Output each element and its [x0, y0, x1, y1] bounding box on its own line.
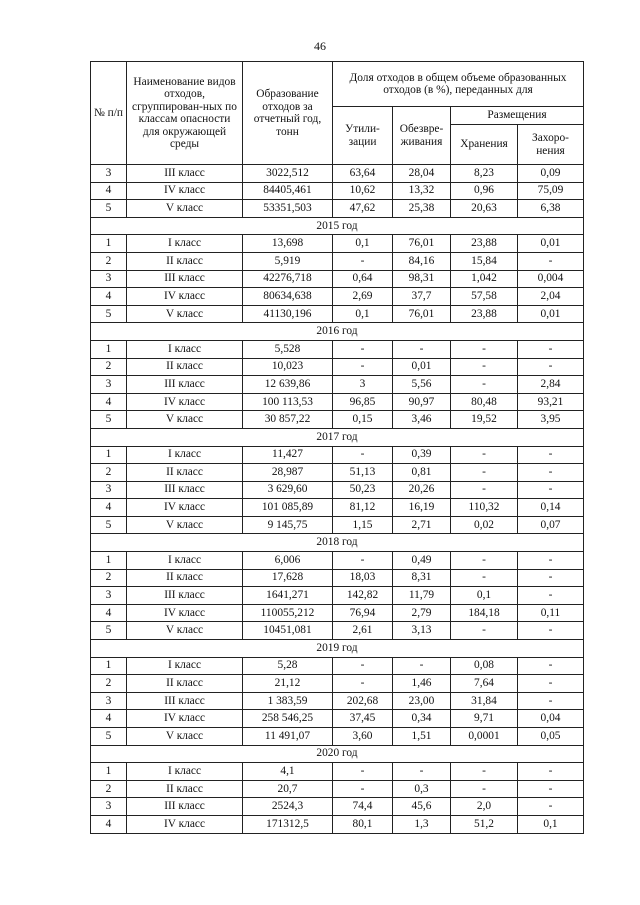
row-number: 3	[91, 798, 127, 816]
formed-value: 171312,5	[243, 815, 333, 833]
utilization-value: 3,60	[333, 728, 393, 746]
row-number: 5	[91, 728, 127, 746]
neutralization-value: 1,51	[393, 728, 451, 746]
neutralization-value: 5,56	[393, 376, 451, 394]
burial-value: 0,05	[518, 728, 584, 746]
utilization-value: -	[333, 657, 393, 675]
formed-value: 1641,271	[243, 587, 333, 605]
burial-value: 2,84	[518, 376, 584, 394]
neutralization-value: 20,26	[393, 481, 451, 499]
waste-class: IV класс	[127, 288, 243, 306]
utilization-value: 0,1	[333, 305, 393, 323]
header-neutralization: Обезвре-живания	[393, 107, 451, 165]
utilization-value: 47,62	[333, 200, 393, 218]
utilization-value: 50,23	[333, 481, 393, 499]
waste-class: V класс	[127, 516, 243, 534]
row-number: 2	[91, 569, 127, 587]
formed-value: 11,427	[243, 446, 333, 464]
table-row	[91, 393, 584, 411]
utilization-value: 0,64	[333, 270, 393, 288]
table-row	[91, 710, 584, 728]
row-number: 5	[91, 305, 127, 323]
table-body	[91, 165, 584, 834]
waste-class: V класс	[127, 305, 243, 323]
table-row	[91, 252, 584, 270]
neutralization-value: 0,34	[393, 710, 451, 728]
table-row	[91, 604, 584, 622]
row-number: 5	[91, 200, 127, 218]
row-number: 2	[91, 358, 127, 376]
waste-class: I класс	[127, 657, 243, 675]
formed-value: 4,1	[243, 763, 333, 781]
waste-class: III класс	[127, 587, 243, 605]
table-row	[91, 340, 584, 358]
waste-class: II класс	[127, 252, 243, 270]
storage-value: -	[451, 622, 518, 640]
waste-class: III класс	[127, 270, 243, 288]
burial-value: 0,09	[518, 165, 584, 183]
table-row	[91, 815, 584, 833]
waste-class: IV класс	[127, 499, 243, 517]
formed-value: 17,628	[243, 569, 333, 587]
neutralization-value: 84,16	[393, 252, 451, 270]
formed-value: 110055,212	[243, 604, 333, 622]
neutralization-value: 3,46	[393, 411, 451, 429]
neutralization-value: 0,81	[393, 464, 451, 482]
storage-value: 20,63	[451, 200, 518, 218]
utilization-value: -	[333, 675, 393, 693]
table-row	[91, 481, 584, 499]
burial-value: -	[518, 657, 584, 675]
burial-value: 0,1	[518, 815, 584, 833]
formed-value: 42276,718	[243, 270, 333, 288]
burial-value: 0,04	[518, 710, 584, 728]
storage-value: -	[451, 780, 518, 798]
neutralization-value: 0,39	[393, 446, 451, 464]
neutralization-value: -	[393, 657, 451, 675]
row-number: 3	[91, 692, 127, 710]
utilization-value: -	[333, 252, 393, 270]
burial-value: -	[518, 552, 584, 570]
row-number: 4	[91, 499, 127, 517]
burial-value: -	[518, 622, 584, 640]
header-utilization: Утили-зации	[333, 107, 393, 165]
utilization-value: -	[333, 446, 393, 464]
table-header	[91, 62, 584, 165]
year-label: 2019 год	[91, 640, 584, 658]
formed-value: 6,006	[243, 552, 333, 570]
neutralization-value: 98,31	[393, 270, 451, 288]
formed-value: 5,528	[243, 340, 333, 358]
year-label: 2016 год	[91, 323, 584, 341]
table-row	[91, 499, 584, 517]
neutralization-value: 23,00	[393, 692, 451, 710]
storage-value: 57,58	[451, 288, 518, 306]
formed-value: 80634,638	[243, 288, 333, 306]
table-row	[91, 587, 584, 605]
table-row	[91, 446, 584, 464]
formed-value: 1 383,59	[243, 692, 333, 710]
formed-value: 12 639,86	[243, 376, 333, 394]
storage-value: -	[451, 358, 518, 376]
header-storage: Хранения	[451, 125, 518, 165]
neutralization-value: 76,01	[393, 235, 451, 253]
waste-class: I класс	[127, 235, 243, 253]
table-row	[91, 763, 584, 781]
neutralization-value: 2,79	[393, 604, 451, 622]
waste-class: III класс	[127, 481, 243, 499]
neutralization-value: 0,3	[393, 780, 451, 798]
formed-value: 5,919	[243, 252, 333, 270]
waste-class: I класс	[127, 446, 243, 464]
row-number: 3	[91, 376, 127, 394]
waste-class: II класс	[127, 569, 243, 587]
waste-class: III класс	[127, 798, 243, 816]
utilization-value: 63,64	[333, 165, 393, 183]
utilization-value: -	[333, 780, 393, 798]
waste-class: II класс	[127, 358, 243, 376]
year-label: 2017 год	[91, 428, 584, 446]
storage-value: -	[451, 552, 518, 570]
formed-value: 3022,512	[243, 165, 333, 183]
burial-value: 0,004	[518, 270, 584, 288]
neutralization-value: 1,3	[393, 815, 451, 833]
burial-value: -	[518, 798, 584, 816]
waste-class: V класс	[127, 200, 243, 218]
burial-value: -	[518, 692, 584, 710]
storage-value: 2,0	[451, 798, 518, 816]
burial-value: 2,04	[518, 288, 584, 306]
storage-value: 0,1	[451, 587, 518, 605]
header-burial: Захоро-нения	[518, 125, 584, 165]
storage-value: 80,48	[451, 393, 518, 411]
utilization-value: 96,85	[333, 393, 393, 411]
neutralization-value: 45,6	[393, 798, 451, 816]
utilization-value: -	[333, 340, 393, 358]
table-row	[91, 516, 584, 534]
burial-value: -	[518, 569, 584, 587]
storage-value: -	[451, 569, 518, 587]
utilization-value: 1,15	[333, 516, 393, 534]
storage-value: 23,88	[451, 235, 518, 253]
table-row	[91, 780, 584, 798]
burial-value: -	[518, 780, 584, 798]
waste-class: IV класс	[127, 393, 243, 411]
neutralization-value: 0,01	[393, 358, 451, 376]
utilization-value: 142,82	[333, 587, 393, 605]
neutralization-value: 76,01	[393, 305, 451, 323]
neutralization-value: 3,13	[393, 622, 451, 640]
year-row	[91, 323, 584, 341]
table-row	[91, 200, 584, 218]
burial-value: -	[518, 358, 584, 376]
table-row	[91, 270, 584, 288]
header-formed: Образование отходов за отчетный год, тонн	[243, 62, 333, 165]
row-number: 1	[91, 657, 127, 675]
year-row	[91, 534, 584, 552]
neutralization-value: 25,38	[393, 200, 451, 218]
utilization-value: 3	[333, 376, 393, 394]
row-number: 3	[91, 481, 127, 499]
storage-value: 0,96	[451, 182, 518, 200]
table-row	[91, 569, 584, 587]
table-row	[91, 552, 584, 570]
table-row	[91, 798, 584, 816]
table-row	[91, 464, 584, 482]
storage-value: -	[451, 446, 518, 464]
row-number: 2	[91, 252, 127, 270]
burial-value: 75,09	[518, 182, 584, 200]
waste-class: V класс	[127, 728, 243, 746]
neutralization-value: 28,04	[393, 165, 451, 183]
row-number: 4	[91, 710, 127, 728]
waste-class: IV класс	[127, 815, 243, 833]
neutralization-value: 90,97	[393, 393, 451, 411]
storage-value: 0,0001	[451, 728, 518, 746]
utilization-value: -	[333, 552, 393, 570]
storage-value: 8,23	[451, 165, 518, 183]
row-number: 4	[91, 604, 127, 622]
table-row	[91, 692, 584, 710]
storage-value: 15,84	[451, 252, 518, 270]
formed-value: 13,698	[243, 235, 333, 253]
utilization-value: -	[333, 763, 393, 781]
storage-value: 1,042	[451, 270, 518, 288]
storage-value: 0,08	[451, 657, 518, 675]
table-row	[91, 657, 584, 675]
table-row	[91, 376, 584, 394]
waste-class: IV класс	[127, 710, 243, 728]
row-number: 5	[91, 622, 127, 640]
header-placement: Размещения	[451, 107, 584, 125]
neutralization-value: 2,71	[393, 516, 451, 534]
utilization-value: 0,15	[333, 411, 393, 429]
formed-value: 84405,461	[243, 182, 333, 200]
table-row	[91, 622, 584, 640]
burial-value: 0,14	[518, 499, 584, 517]
row-number: 5	[91, 516, 127, 534]
burial-value: -	[518, 252, 584, 270]
neutralization-value: 13,32	[393, 182, 451, 200]
neutralization-value: 11,79	[393, 587, 451, 605]
formed-value: 101 085,89	[243, 499, 333, 517]
row-number: 2	[91, 675, 127, 693]
formed-value: 100 113,53	[243, 393, 333, 411]
row-number: 1	[91, 552, 127, 570]
row-number: 1	[91, 340, 127, 358]
year-row	[91, 217, 584, 235]
row-number: 4	[91, 288, 127, 306]
waste-class: IV класс	[127, 604, 243, 622]
storage-value: 184,18	[451, 604, 518, 622]
storage-value: 7,64	[451, 675, 518, 693]
waste-class: V класс	[127, 622, 243, 640]
burial-value: -	[518, 340, 584, 358]
utilization-value: -	[333, 358, 393, 376]
burial-value: 0,01	[518, 235, 584, 253]
waste-class: I класс	[127, 552, 243, 570]
storage-value: 110,32	[451, 499, 518, 517]
table-row	[91, 182, 584, 200]
utilization-value: 2,61	[333, 622, 393, 640]
row-number: 3	[91, 165, 127, 183]
neutralization-value: 1,46	[393, 675, 451, 693]
utilization-value: 202,68	[333, 692, 393, 710]
burial-value: 3,95	[518, 411, 584, 429]
storage-value: 23,88	[451, 305, 518, 323]
burial-value: 0,01	[518, 305, 584, 323]
neutralization-value: -	[393, 763, 451, 781]
year-row	[91, 745, 584, 763]
header-name: Наименование видов отходов, сгруппирован-ных по классам опасности для окружающей среды	[127, 62, 243, 165]
storage-value: 9,71	[451, 710, 518, 728]
row-number: 1	[91, 763, 127, 781]
neutralization-value: 16,19	[393, 499, 451, 517]
header-num: № п/п	[91, 62, 127, 165]
utilization-value: 80,1	[333, 815, 393, 833]
year-row	[91, 428, 584, 446]
page-number: 46	[314, 39, 326, 53]
table-row	[91, 675, 584, 693]
waste-class: III класс	[127, 165, 243, 183]
row-number: 1	[91, 235, 127, 253]
utilization-value: 37,45	[333, 710, 393, 728]
utilization-value: 74,4	[333, 798, 393, 816]
storage-value: -	[451, 481, 518, 499]
formed-value: 11 491,07	[243, 728, 333, 746]
burial-value: -	[518, 446, 584, 464]
waste-class: II класс	[127, 780, 243, 798]
year-row	[91, 640, 584, 658]
burial-value: 0,11	[518, 604, 584, 622]
burial-value: -	[518, 587, 584, 605]
formed-value: 53351,503	[243, 200, 333, 218]
row-number: 4	[91, 182, 127, 200]
burial-value: -	[518, 675, 584, 693]
waste-class: III класс	[127, 376, 243, 394]
formed-value: 10,023	[243, 358, 333, 376]
row-number: 5	[91, 411, 127, 429]
storage-value: -	[451, 464, 518, 482]
storage-value: 19,52	[451, 411, 518, 429]
formed-value: 20,7	[243, 780, 333, 798]
row-number: 1	[91, 446, 127, 464]
formed-value: 5,28	[243, 657, 333, 675]
waste-table	[90, 61, 584, 834]
row-number: 4	[91, 815, 127, 833]
utilization-value: 0,1	[333, 235, 393, 253]
neutralization-value: 37,7	[393, 288, 451, 306]
table-row	[91, 411, 584, 429]
formed-value: 3 629,60	[243, 481, 333, 499]
formed-value: 21,12	[243, 675, 333, 693]
table-row	[91, 165, 584, 183]
waste-class: V класс	[127, 411, 243, 429]
row-number: 3	[91, 587, 127, 605]
year-label: 2015 год	[91, 217, 584, 235]
formed-value: 30 857,22	[243, 411, 333, 429]
table-row	[91, 305, 584, 323]
utilization-value: 2,69	[333, 288, 393, 306]
formed-value: 9 145,75	[243, 516, 333, 534]
neutralization-value: 0,49	[393, 552, 451, 570]
burial-value: -	[518, 464, 584, 482]
neutralization-value: 8,31	[393, 569, 451, 587]
waste-class: I класс	[127, 340, 243, 358]
burial-value: 93,21	[518, 393, 584, 411]
utilization-value: 10,62	[333, 182, 393, 200]
utilization-value: 81,12	[333, 499, 393, 517]
burial-value: -	[518, 763, 584, 781]
utilization-value: 51,13	[333, 464, 393, 482]
formed-value: 2524,3	[243, 798, 333, 816]
row-number: 2	[91, 464, 127, 482]
table-row	[91, 288, 584, 306]
waste-class: III класс	[127, 692, 243, 710]
table-row	[91, 358, 584, 376]
burial-value: 0,07	[518, 516, 584, 534]
table-row	[91, 235, 584, 253]
formed-value: 258 546,25	[243, 710, 333, 728]
utilization-value: 76,94	[333, 604, 393, 622]
storage-value: 51,2	[451, 815, 518, 833]
row-number: 2	[91, 780, 127, 798]
storage-value: -	[451, 763, 518, 781]
storage-value: 31,84	[451, 692, 518, 710]
waste-class: IV класс	[127, 182, 243, 200]
neutralization-value: -	[393, 340, 451, 358]
row-number: 3	[91, 270, 127, 288]
burial-value: -	[518, 481, 584, 499]
formed-value: 41130,196	[243, 305, 333, 323]
formed-value: 28,987	[243, 464, 333, 482]
storage-value: 0,02	[451, 516, 518, 534]
burial-value: 6,38	[518, 200, 584, 218]
year-label: 2020 год	[91, 745, 584, 763]
waste-class: I класс	[127, 763, 243, 781]
table-row	[91, 728, 584, 746]
waste-class: II класс	[127, 464, 243, 482]
year-label: 2018 год	[91, 534, 584, 552]
utilization-value: 18,03	[333, 569, 393, 587]
storage-value: -	[451, 376, 518, 394]
row-number: 4	[91, 393, 127, 411]
storage-value: -	[451, 340, 518, 358]
formed-value: 10451,081	[243, 622, 333, 640]
header-share-group: Доля отходов в общем объеме образованных отходов (в %), переданных для	[333, 62, 584, 107]
waste-class: II класс	[127, 675, 243, 693]
